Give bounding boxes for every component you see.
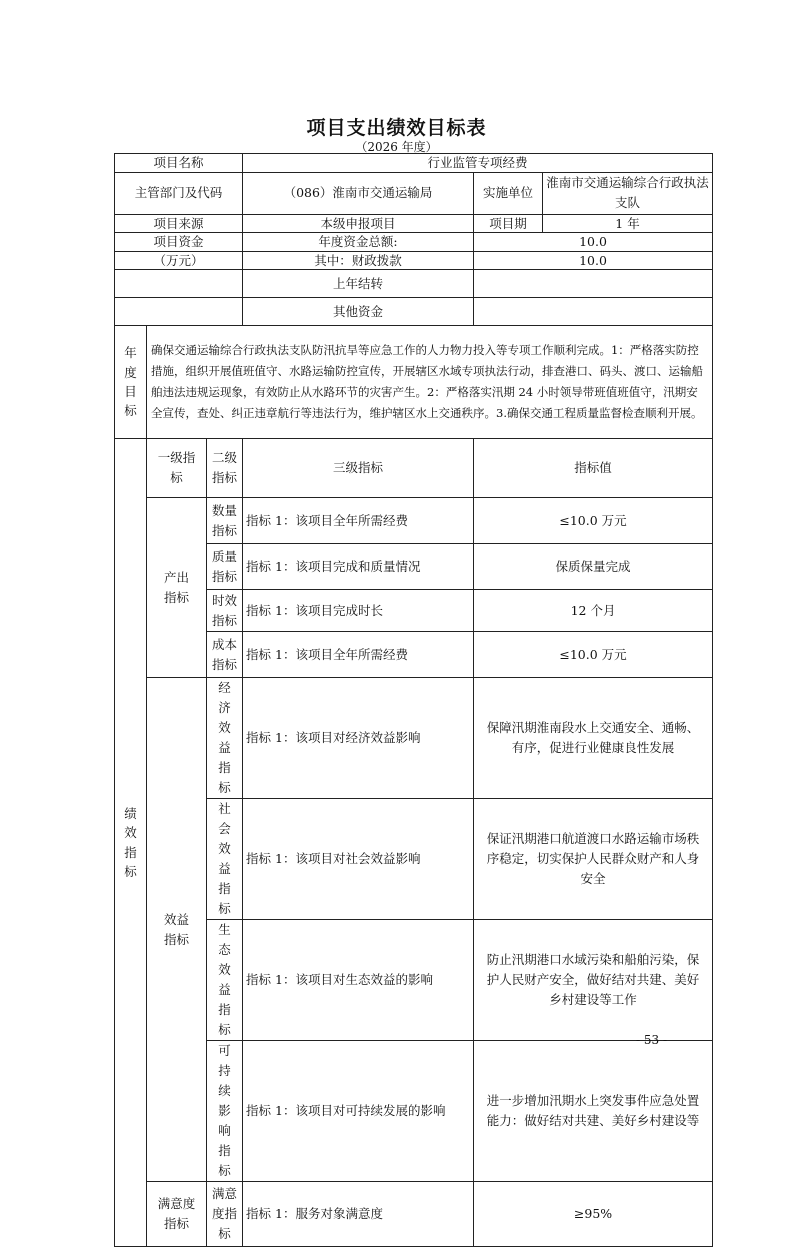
carryover-value [474, 270, 713, 298]
other-fund-row [115, 298, 713, 326]
satisfaction-indicators-label: 满意度指标 [147, 1182, 207, 1247]
total-fund-label: 年度资金总额: [243, 233, 474, 252]
document-year: （2026 年度） [355, 140, 438, 154]
fiscal-allocation-value: 10.0 [474, 251, 713, 270]
indicator-level3: 指标 1：该项目对经济效益影响 [243, 678, 474, 799]
indicator-row [115, 678, 713, 799]
performance-indicators-label: 绩效指标 [115, 439, 147, 1247]
indicator-level3: 指标 1：该项目全年所需经费 [243, 498, 474, 544]
page-number: - 53 - [636, 1033, 668, 1047]
indicator-value: ≤10.0 万元 [474, 498, 713, 544]
fiscal-row [115, 251, 713, 270]
indicator-level2: 满意度指标 [207, 1182, 243, 1247]
performance-goal-table [114, 153, 713, 1247]
indicator-value: 防止汛期港口水域污染和船舶污染，保护人民财产安全，做好结对共建、美好乡村建设等工作 [474, 920, 713, 1041]
output-indicators-label: 产出指标 [147, 498, 207, 678]
indicator-level3: 指标 1：该项目对社会效益影响 [243, 799, 474, 920]
carryover-label: 上年结转 [243, 270, 474, 298]
department-label: 主管部门及代码 [115, 172, 243, 214]
department-row [115, 172, 713, 214]
level3-header: 三级指标 [243, 439, 474, 498]
annual-goal-row [115, 326, 713, 439]
indicator-value: ≤10.0 万元 [474, 632, 713, 678]
indicator-value: 12 个月 [474, 590, 713, 632]
project-source-label: 项目来源 [115, 214, 243, 233]
indicator-row [115, 498, 713, 544]
fund-total-row [115, 233, 713, 252]
project-period-value: 1 年 [543, 214, 713, 233]
indicator-level3: 指标 1：该项目完成和质量情况 [243, 544, 474, 590]
indicator-level2: 可持续影响指标 [207, 1041, 243, 1182]
project-name-value: 行业监管专项经费 [243, 154, 713, 173]
indicator-level3: 指标 1：该项目对可持续发展的影响 [243, 1041, 474, 1182]
source-row [115, 214, 713, 233]
project-period-label: 项目期 [474, 214, 543, 233]
implementing-unit-value: 淮南市交通运输综合行政执法支队 [543, 172, 713, 214]
indicator-level2: 时效指标 [207, 590, 243, 632]
document-title: 项目支出绩效目标表 [306, 117, 487, 139]
annual-goal-label: 年度目标 [115, 326, 147, 439]
project-source-value: 本级申报项目 [243, 214, 474, 233]
department-value: （086）淮南市交通运输局 [243, 172, 474, 214]
level2-header: 二级指标 [207, 439, 243, 498]
project-name-label: 项目名称 [115, 154, 243, 173]
annual-goal-text: 确保交通运输综合行政执法支队防汛抗旱等应急工作的人力物力投入等专项工作顺利完成。1：严格落实防控措施，组织开展值班值守、水路运输防控宣传，开展辖区水域专项执法行动，排查港口、码头、渡口、运输船舶违法违规运现象，有效防止从水路环节的灾害产生。2：严格落实汛期 24 小时领导带班值班值守，汛期安全宣传，查处、纠正违章航行等违法行为，维护辖区水上交通秩序。3.确保交通工程质量监督检查顺利开展。 [147, 326, 713, 439]
indicator-value: 保质保量完成 [474, 544, 713, 590]
indicator-value: 保证汛期港口航道渡口水路运输市场秩序稳定，切实保护人民群众财产和人身安全 [474, 799, 713, 920]
indicator-level3: 指标 1：该项目对生态效益的影响 [243, 920, 474, 1041]
indicator-level3: 指标 1：服务对象满意度 [243, 1182, 474, 1247]
implementing-unit-label: 实施单位 [474, 172, 543, 214]
indicator-header-row [115, 439, 713, 498]
fund-unit-label: （万元） [115, 251, 243, 270]
indicator-level2: 成本指标 [207, 632, 243, 678]
other-fund-value [474, 298, 713, 326]
benefit-indicators-label: 效益指标 [147, 678, 207, 1182]
indicator-level2: 数量指标 [207, 498, 243, 544]
indicator-level2: 社会效益指标 [207, 799, 243, 920]
indicator-value: ≥95% [474, 1182, 713, 1247]
carryover-row [115, 270, 713, 298]
indicator-value-header: 指标值 [474, 439, 713, 498]
indicator-row [115, 1182, 713, 1247]
project-name-row [115, 154, 713, 173]
indicator-value: 保障汛期淮南段水上交通安全、通畅、有序，促进行业健康良性发展 [474, 678, 713, 799]
indicator-level2: 经济效益指标 [207, 678, 243, 799]
indicator-value: 进一步增加汛期水上突发事件应急处置能力：做好结对共建、美好乡村建设等 [474, 1041, 713, 1182]
total-fund-value: 10.0 [474, 233, 713, 252]
level1-header: 一级指标 [147, 439, 207, 498]
indicator-level2: 生态效益指标 [207, 920, 243, 1041]
indicator-level3: 指标 1：该项目完成时长 [243, 590, 474, 632]
indicator-level2: 质量指标 [207, 544, 243, 590]
indicator-level3: 指标 1：该项目全年所需经费 [243, 632, 474, 678]
other-fund-label: 其他资金 [243, 298, 474, 326]
fiscal-allocation-label: 其中：财政拨款 [243, 251, 474, 270]
project-fund-label: 项目资金 [115, 233, 243, 252]
